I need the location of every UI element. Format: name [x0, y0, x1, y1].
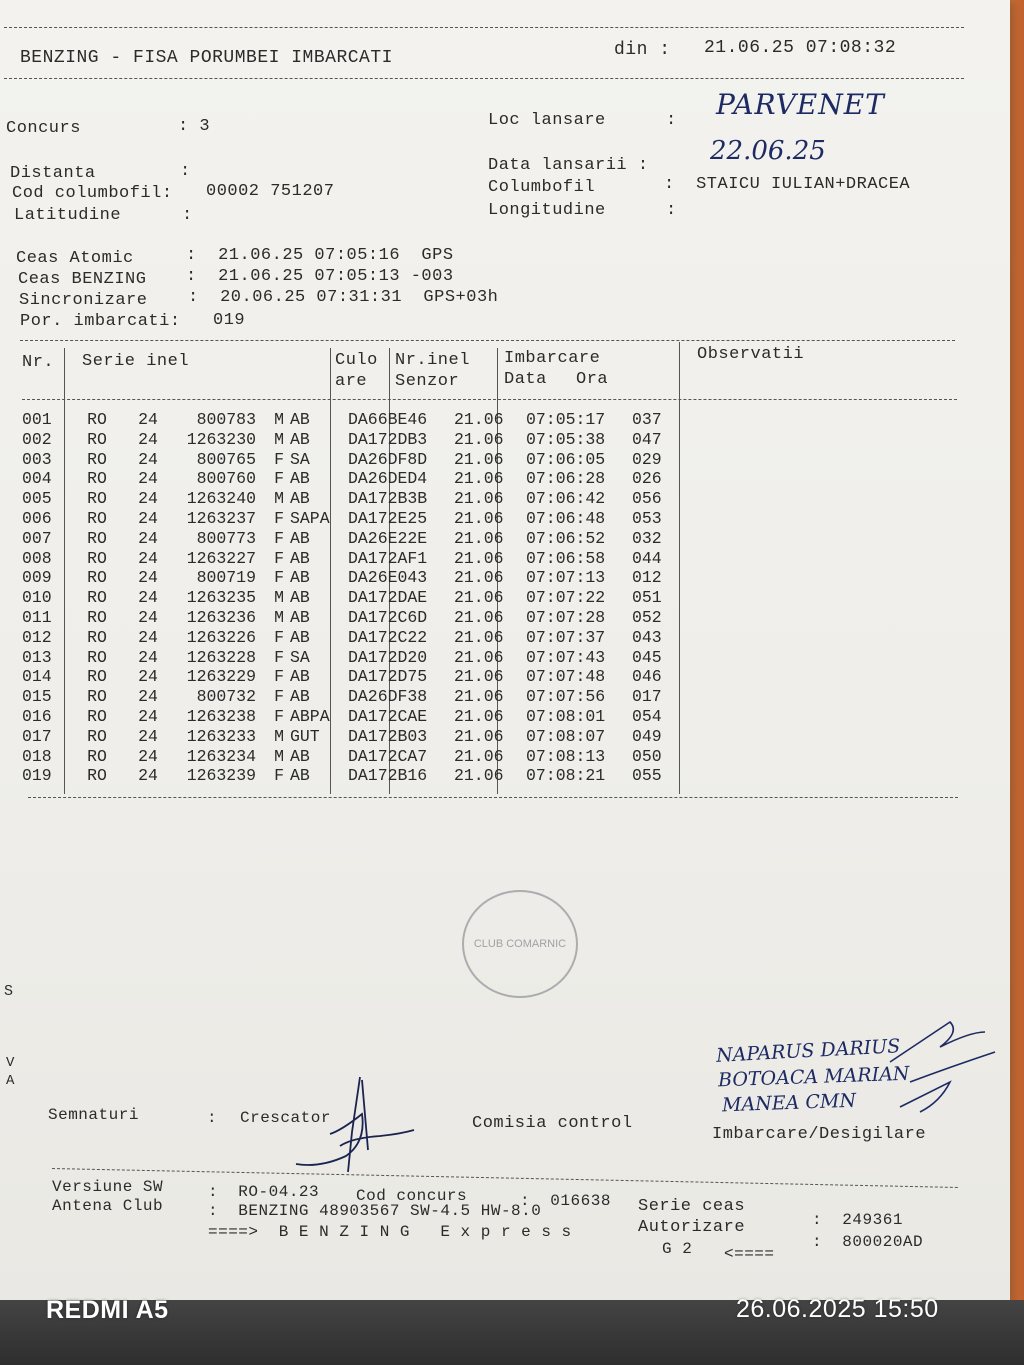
ring-country: RO — [87, 627, 107, 647]
observation-code: 017 — [632, 687, 662, 707]
crescator-label: Crescator — [240, 1109, 331, 1127]
pigeon-sex: F — [274, 469, 284, 489]
table-row — [22, 747, 692, 767]
basketing-date: 21.06 — [454, 508, 504, 528]
ring-year: 24 — [138, 766, 158, 786]
basketing-time: 07:08:01 — [526, 706, 606, 726]
table-row — [22, 549, 692, 569]
ring-number: 800765 — [196, 449, 256, 469]
pigeon-sex: F — [274, 627, 284, 647]
pigeon-color: AB — [290, 568, 310, 588]
ring-nr: 004 — [22, 469, 52, 489]
versiune-sw-label: Versiune SW — [52, 1178, 164, 1196]
ring-country: RO — [87, 647, 107, 667]
pigeon-color: ABPA — [290, 706, 330, 726]
header-ora: Ora — [576, 370, 609, 389]
basketing-time: 07:08:07 — [526, 726, 606, 746]
basketing-time: 07:06:48 — [526, 508, 606, 528]
ring-number: 1263237 — [186, 508, 256, 528]
table-row — [22, 766, 692, 786]
ring-country: RO — [87, 449, 107, 469]
ring-year: 24 — [138, 627, 158, 647]
table-row — [22, 430, 692, 450]
ring-country: RO — [87, 766, 107, 786]
ring-country: RO — [87, 607, 107, 627]
observation-code: 046 — [632, 667, 662, 687]
ring-number: 1263227 — [186, 548, 256, 568]
table-row — [22, 727, 692, 747]
basketing-date: 21.06 — [454, 667, 504, 687]
sensor-id: DA172B03 — [348, 726, 428, 746]
basketing-time: 07:06:05 — [526, 449, 606, 469]
pigeon-sex: F — [274, 528, 284, 548]
ring-country: RO — [87, 706, 107, 726]
ring-number: 1263238 — [186, 706, 256, 726]
basketing-date: 21.06 — [454, 706, 504, 726]
club-stamp — [462, 890, 578, 998]
comisia-control-label: Comisia control — [472, 1114, 633, 1133]
sensor-id: DA26DED4 — [348, 469, 428, 489]
header-serie-inel: Serie inel — [82, 352, 190, 371]
observation-code: 055 — [632, 766, 662, 786]
ring-country: RO — [87, 588, 107, 608]
basketing-date: 21.06 — [454, 687, 504, 707]
pigeon-sex: M — [274, 588, 284, 608]
sensor-id: DA172CAE — [348, 706, 428, 726]
observation-code: 032 — [632, 528, 662, 548]
basketing-date: 21.06 — [454, 588, 504, 608]
footer-top-rule — [52, 1168, 958, 1188]
basketing-time: 07:06:52 — [526, 528, 606, 548]
pigeon-color: SAPA — [290, 508, 330, 528]
ring-number: 800773 — [196, 528, 256, 548]
ring-number: 1263240 — [186, 489, 256, 509]
basketing-date: 21.06 — [454, 548, 504, 568]
table-row — [22, 628, 692, 648]
pigeon-sex: M — [274, 489, 284, 509]
semnaturi-sep: : — [207, 1109, 218, 1127]
observation-code: 037 — [632, 410, 662, 429]
sensor-id: DA26E043 — [348, 568, 428, 588]
serie-ceas-label: Serie ceas — [638, 1197, 746, 1216]
ring-year: 24 — [138, 726, 158, 746]
basketing-date: 21.06 — [454, 449, 504, 469]
basketing-time: 07:06:58 — [526, 548, 606, 568]
pigeon-sex: M — [274, 726, 284, 746]
ring-year: 24 — [138, 429, 158, 449]
table-row — [22, 410, 692, 430]
ring-nr: 007 — [22, 528, 52, 548]
ring-country: RO — [87, 489, 107, 509]
din-value: 21.06.25 07:08:32 — [704, 38, 897, 58]
table-row — [22, 667, 692, 687]
basketing-time: 07:08:21 — [526, 766, 606, 786]
sensor-id: DA172E25 — [348, 508, 428, 528]
pigeon-color: SA — [290, 449, 310, 469]
ring-country: RO — [87, 667, 107, 687]
ring-nr: 018 — [22, 746, 52, 766]
loc-lansare-sep: : — [666, 111, 677, 130]
pigeon-sex: F — [274, 449, 284, 469]
datetime-watermark: 26.06.2025 15:50 — [736, 1295, 939, 1323]
pigeon-color: SA — [290, 647, 310, 667]
table-row — [22, 469, 692, 489]
concurs-label: Concurs — [6, 119, 81, 138]
cod-concurs-value: : 016638 — [520, 1192, 611, 1210]
columbofil-label: Columbofil — [488, 178, 596, 197]
pigeon-color: AB — [290, 548, 310, 568]
margin-mark-a: A — [6, 1073, 15, 1089]
basketing-time: 07:08:13 — [526, 746, 606, 766]
autorizare-label: Autorizare — [638, 1218, 746, 1237]
por-imbarcati-label: Por. imbarcati: — [20, 312, 181, 331]
pigeon-color: AB — [290, 607, 310, 627]
ring-number: 800732 — [196, 687, 256, 707]
pigeon-color: AB — [290, 469, 310, 489]
observation-code: 012 — [632, 568, 662, 588]
header-imbarcare: Imbarcare — [504, 349, 601, 368]
ring-year: 24 — [138, 667, 158, 687]
basketing-time: 07:07:48 — [526, 667, 606, 687]
ring-nr: 010 — [22, 588, 52, 608]
antena-club-value: : BENZING 48903567 SW-4.5 HW-8.0 — [208, 1202, 542, 1220]
table-row — [22, 450, 692, 470]
basketing-date: 21.06 — [454, 429, 504, 449]
document-title: BENZING - FISA PORUMBEI IMBARCATI — [20, 48, 393, 68]
sensor-id: DA172B3B — [348, 489, 428, 509]
pigeon-sex: F — [274, 766, 284, 786]
concurs-value: : 3 — [178, 117, 211, 136]
device-watermark: REDMI A5 — [46, 1296, 169, 1324]
ring-nr: 008 — [22, 548, 52, 568]
table-bottom-rule — [28, 797, 958, 798]
ring-year: 24 — [138, 508, 158, 528]
sensor-id: DA172C22 — [348, 627, 428, 647]
comisia-name-3: MANEA CMN — [721, 1089, 857, 1117]
ring-number: 1263239 — [186, 766, 256, 786]
table-row — [22, 588, 692, 608]
benzing-express-line: ====> B E N Z I N G E x p r e s s — [208, 1223, 572, 1241]
cod-columbofil-value: 00002 751207 — [206, 182, 335, 201]
ring-number: 1263234 — [186, 746, 256, 766]
ring-number: 1263226 — [186, 627, 256, 647]
pigeon-color: AB — [290, 766, 310, 786]
stamp-text: CLUB COMARNIC — [473, 938, 567, 950]
sensor-id: DA66BE46 — [348, 410, 428, 429]
ceas-benzing-label: Ceas BENZING — [18, 270, 147, 289]
autorizare-value: : 800020AD — [812, 1233, 924, 1251]
margin-mark-s: S — [4, 983, 14, 1000]
sensor-id: DA172C6D — [348, 607, 428, 627]
sensor-id: DA172B16 — [348, 766, 428, 786]
ring-number: 1263235 — [186, 588, 256, 608]
observation-code: 044 — [632, 548, 662, 568]
observation-code: 029 — [632, 449, 662, 469]
pigeon-sex: F — [274, 647, 284, 667]
pigeon-sex: F — [274, 508, 284, 528]
pigeon-sex: F — [274, 568, 284, 588]
ring-country: RO — [87, 568, 107, 588]
basketing-date: 21.06 — [454, 410, 504, 429]
pigeon-sex: M — [274, 410, 284, 429]
latitudine-label: Latitudine — [14, 206, 122, 225]
ring-year: 24 — [138, 568, 158, 588]
ring-country: RO — [87, 528, 107, 548]
pigeon-sex: M — [274, 746, 284, 766]
basketing-time: 07:05:17 — [526, 410, 606, 429]
ring-nr: 003 — [22, 449, 52, 469]
pigeon-color: AB — [290, 588, 310, 608]
ring-number: 1263230 — [186, 429, 256, 449]
crescator-signature — [290, 1072, 420, 1182]
basketing-date: 21.06 — [454, 647, 504, 667]
ring-nr: 013 — [22, 647, 52, 667]
comisia-name-1: NAPARUS DARIUS — [715, 1035, 901, 1067]
sensor-id: DA172DAE — [348, 588, 428, 608]
data-lansarii-handwritten: 22.06.25 — [710, 136, 826, 166]
observation-code: 043 — [632, 627, 662, 647]
loc-lansare-label: Loc lansare — [488, 111, 606, 130]
ring-year: 24 — [138, 449, 158, 469]
table-row — [22, 687, 692, 707]
pigeon-sex: F — [274, 548, 284, 568]
comisia-name-2: BOTOACA MARIAN — [717, 1062, 910, 1092]
ring-number: 800719 — [196, 568, 256, 588]
basketing-date: 21.06 — [454, 607, 504, 627]
pigeon-sex: M — [274, 607, 284, 627]
basketing-time: 07:07:22 — [526, 588, 606, 608]
imbarcare-desigilare-label: Imbarcare/Desigilare — [712, 1125, 927, 1144]
sincronizare-value: : 20.06.25 07:31:31 GPS+03h — [188, 288, 499, 307]
ring-country: RO — [87, 429, 107, 449]
pigeon-color: AB — [290, 627, 310, 647]
ring-country: RO — [87, 746, 107, 766]
ring-number: 1263236 — [186, 607, 256, 627]
basketing-date: 21.06 — [454, 726, 504, 746]
ring-nr: 002 — [22, 429, 52, 449]
pigeon-color: AB — [290, 410, 310, 429]
ring-year: 24 — [138, 706, 158, 726]
table-row — [22, 489, 692, 509]
ring-year: 24 — [138, 746, 158, 766]
observation-code: 047 — [632, 429, 662, 449]
sensor-id: DA172DB3 — [348, 429, 428, 449]
ring-year: 24 — [138, 647, 158, 667]
ring-year: 24 — [138, 607, 158, 627]
basketing-time: 07:07:56 — [526, 687, 606, 707]
observation-code: 051 — [632, 588, 662, 608]
margin-mark-v: V — [6, 1055, 15, 1071]
basketing-time: 07:07:37 — [526, 627, 606, 647]
ring-number: 800783 — [196, 410, 256, 429]
pigeon-color: AB — [290, 528, 310, 548]
basketing-time: 07:06:42 — [526, 489, 606, 509]
table-row — [22, 509, 692, 529]
basketing-date: 21.06 — [454, 627, 504, 647]
g2-label: G 2 — [662, 1240, 693, 1258]
table-row — [22, 707, 692, 727]
ring-nr: 005 — [22, 489, 52, 509]
observation-code: 050 — [632, 746, 662, 766]
header-bottom-rule — [4, 78, 964, 79]
basketing-date: 21.06 — [454, 469, 504, 489]
distanta-sep: : — [180, 162, 191, 181]
observation-code: 054 — [632, 706, 662, 726]
basketing-time: 07:07:13 — [526, 568, 606, 588]
ring-country: RO — [87, 508, 107, 528]
sensor-id: DA26E22E — [348, 528, 428, 548]
observation-code: 049 — [632, 726, 662, 746]
ring-country: RO — [87, 548, 107, 568]
basketing-time: 07:07:28 — [526, 607, 606, 627]
basketing-time: 07:06:28 — [526, 469, 606, 489]
ring-year: 24 — [138, 548, 158, 568]
header-nr-inel: Nr.inel — [395, 351, 470, 370]
comisia-signature — [880, 1012, 1000, 1122]
ring-year: 24 — [138, 687, 158, 707]
imbarcati-table — [22, 410, 692, 786]
ring-nr: 017 — [22, 726, 52, 746]
sensor-id: DA26DF38 — [348, 687, 428, 707]
basketing-date: 21.06 — [454, 746, 504, 766]
cod-concurs-label: Cod concurs — [356, 1187, 468, 1205]
por-imbarcati-value: 019 — [213, 311, 246, 330]
observation-code: 053 — [632, 508, 662, 528]
cod-columbofil-label: Cod columbofil: — [12, 184, 173, 203]
ring-year: 24 — [138, 489, 158, 509]
ring-country: RO — [87, 726, 107, 746]
header-top-rule — [4, 27, 964, 28]
table-row — [22, 529, 692, 549]
ring-nr: 011 — [22, 607, 52, 627]
basketing-time: 07:07:43 — [526, 647, 606, 667]
din-label: din : — [614, 40, 671, 60]
ring-nr: 009 — [22, 568, 52, 588]
pigeon-sex: F — [274, 706, 284, 726]
ring-nr: 015 — [22, 687, 52, 707]
ring-nr: 019 — [22, 766, 52, 786]
ring-nr: 012 — [22, 627, 52, 647]
basketing-time: 07:05:38 — [526, 429, 606, 449]
header-data: Data — [504, 370, 547, 389]
ring-year: 24 — [138, 588, 158, 608]
latitudine-sep: : — [182, 206, 193, 225]
pigeon-color: AB — [290, 746, 310, 766]
ring-country: RO — [87, 469, 107, 489]
observation-code: 052 — [632, 607, 662, 627]
pigeon-color: AB — [290, 667, 310, 687]
basketing-date: 21.06 — [454, 766, 504, 786]
observation-code: 056 — [632, 489, 662, 509]
ring-year: 24 — [138, 528, 158, 548]
basketing-date: 21.06 — [454, 489, 504, 509]
pigeon-color: AB — [290, 489, 310, 509]
ring-year: 24 — [138, 469, 158, 489]
sensor-id: DA172D20 — [348, 647, 428, 667]
pigeon-sex: F — [274, 687, 284, 707]
table-header-rule — [22, 399, 957, 400]
table-row — [22, 608, 692, 628]
header-culoare-2: are — [335, 372, 368, 391]
sincronizare-label: Sincronizare — [19, 291, 148, 310]
pigeon-sex: F — [274, 667, 284, 687]
ring-nr: 001 — [22, 410, 52, 429]
ring-number: 800760 — [196, 469, 256, 489]
longitudine-sep: : — [666, 201, 677, 220]
longitudine-label: Longitudine — [488, 201, 606, 220]
ring-country: RO — [87, 410, 107, 429]
ring-nr: 006 — [22, 508, 52, 528]
loc-lansare-handwritten: PARVENET — [716, 88, 885, 121]
ring-nr: 014 — [22, 667, 52, 687]
pigeon-color: AB — [290, 687, 310, 707]
express-arrow-end: <==== — [724, 1245, 775, 1263]
data-lansarii-label: Data lansarii : — [488, 156, 649, 175]
ceas-benzing-value: : 21.06.25 07:05:13 -003 — [186, 267, 454, 286]
table-top-rule — [20, 340, 955, 341]
observation-code: 026 — [632, 469, 662, 489]
sensor-id: DA172D75 — [348, 667, 428, 687]
ring-nr: 016 — [22, 706, 52, 726]
ring-number: 1263229 — [186, 667, 256, 687]
sensor-id: DA172AF1 — [348, 548, 428, 568]
pigeon-color: GUT — [290, 726, 320, 746]
table-row — [22, 648, 692, 668]
observation-code: 045 — [632, 647, 662, 667]
pigeon-color: AB — [290, 429, 310, 449]
serie-ceas-value: : 249361 — [812, 1211, 903, 1229]
basketing-date: 21.06 — [454, 528, 504, 548]
ring-year: 24 — [138, 410, 158, 429]
ring-country: RO — [87, 687, 107, 707]
header-nr: Nr. — [22, 353, 55, 372]
distanta-label: Distanta — [10, 164, 96, 183]
ceas-atomic-value: : 21.06.25 07:05:16 GPS — [186, 246, 454, 265]
basketing-date: 21.06 — [454, 568, 504, 588]
ring-number: 1263233 — [186, 726, 256, 746]
semnaturi-label: Semnaturi — [48, 1106, 139, 1124]
header-senzor: Senzor — [395, 372, 460, 391]
table-row — [22, 568, 692, 588]
pigeon-sex: M — [274, 429, 284, 449]
header-culoare-1: Culo — [335, 351, 378, 370]
sensor-id: DA172CA7 — [348, 746, 428, 766]
ring-number: 1263228 — [186, 647, 256, 667]
columbofil-value: : STAICU IULIAN+DRACEA — [664, 175, 911, 194]
antena-club-label: Antena Club — [52, 1197, 164, 1215]
versiune-sw-value: : RO-04.23 — [208, 1183, 320, 1201]
sensor-id: DA26DF8D — [348, 449, 428, 469]
header-observatii: Observatii — [697, 345, 805, 364]
ceas-atomic-label: Ceas Atomic — [16, 249, 134, 268]
